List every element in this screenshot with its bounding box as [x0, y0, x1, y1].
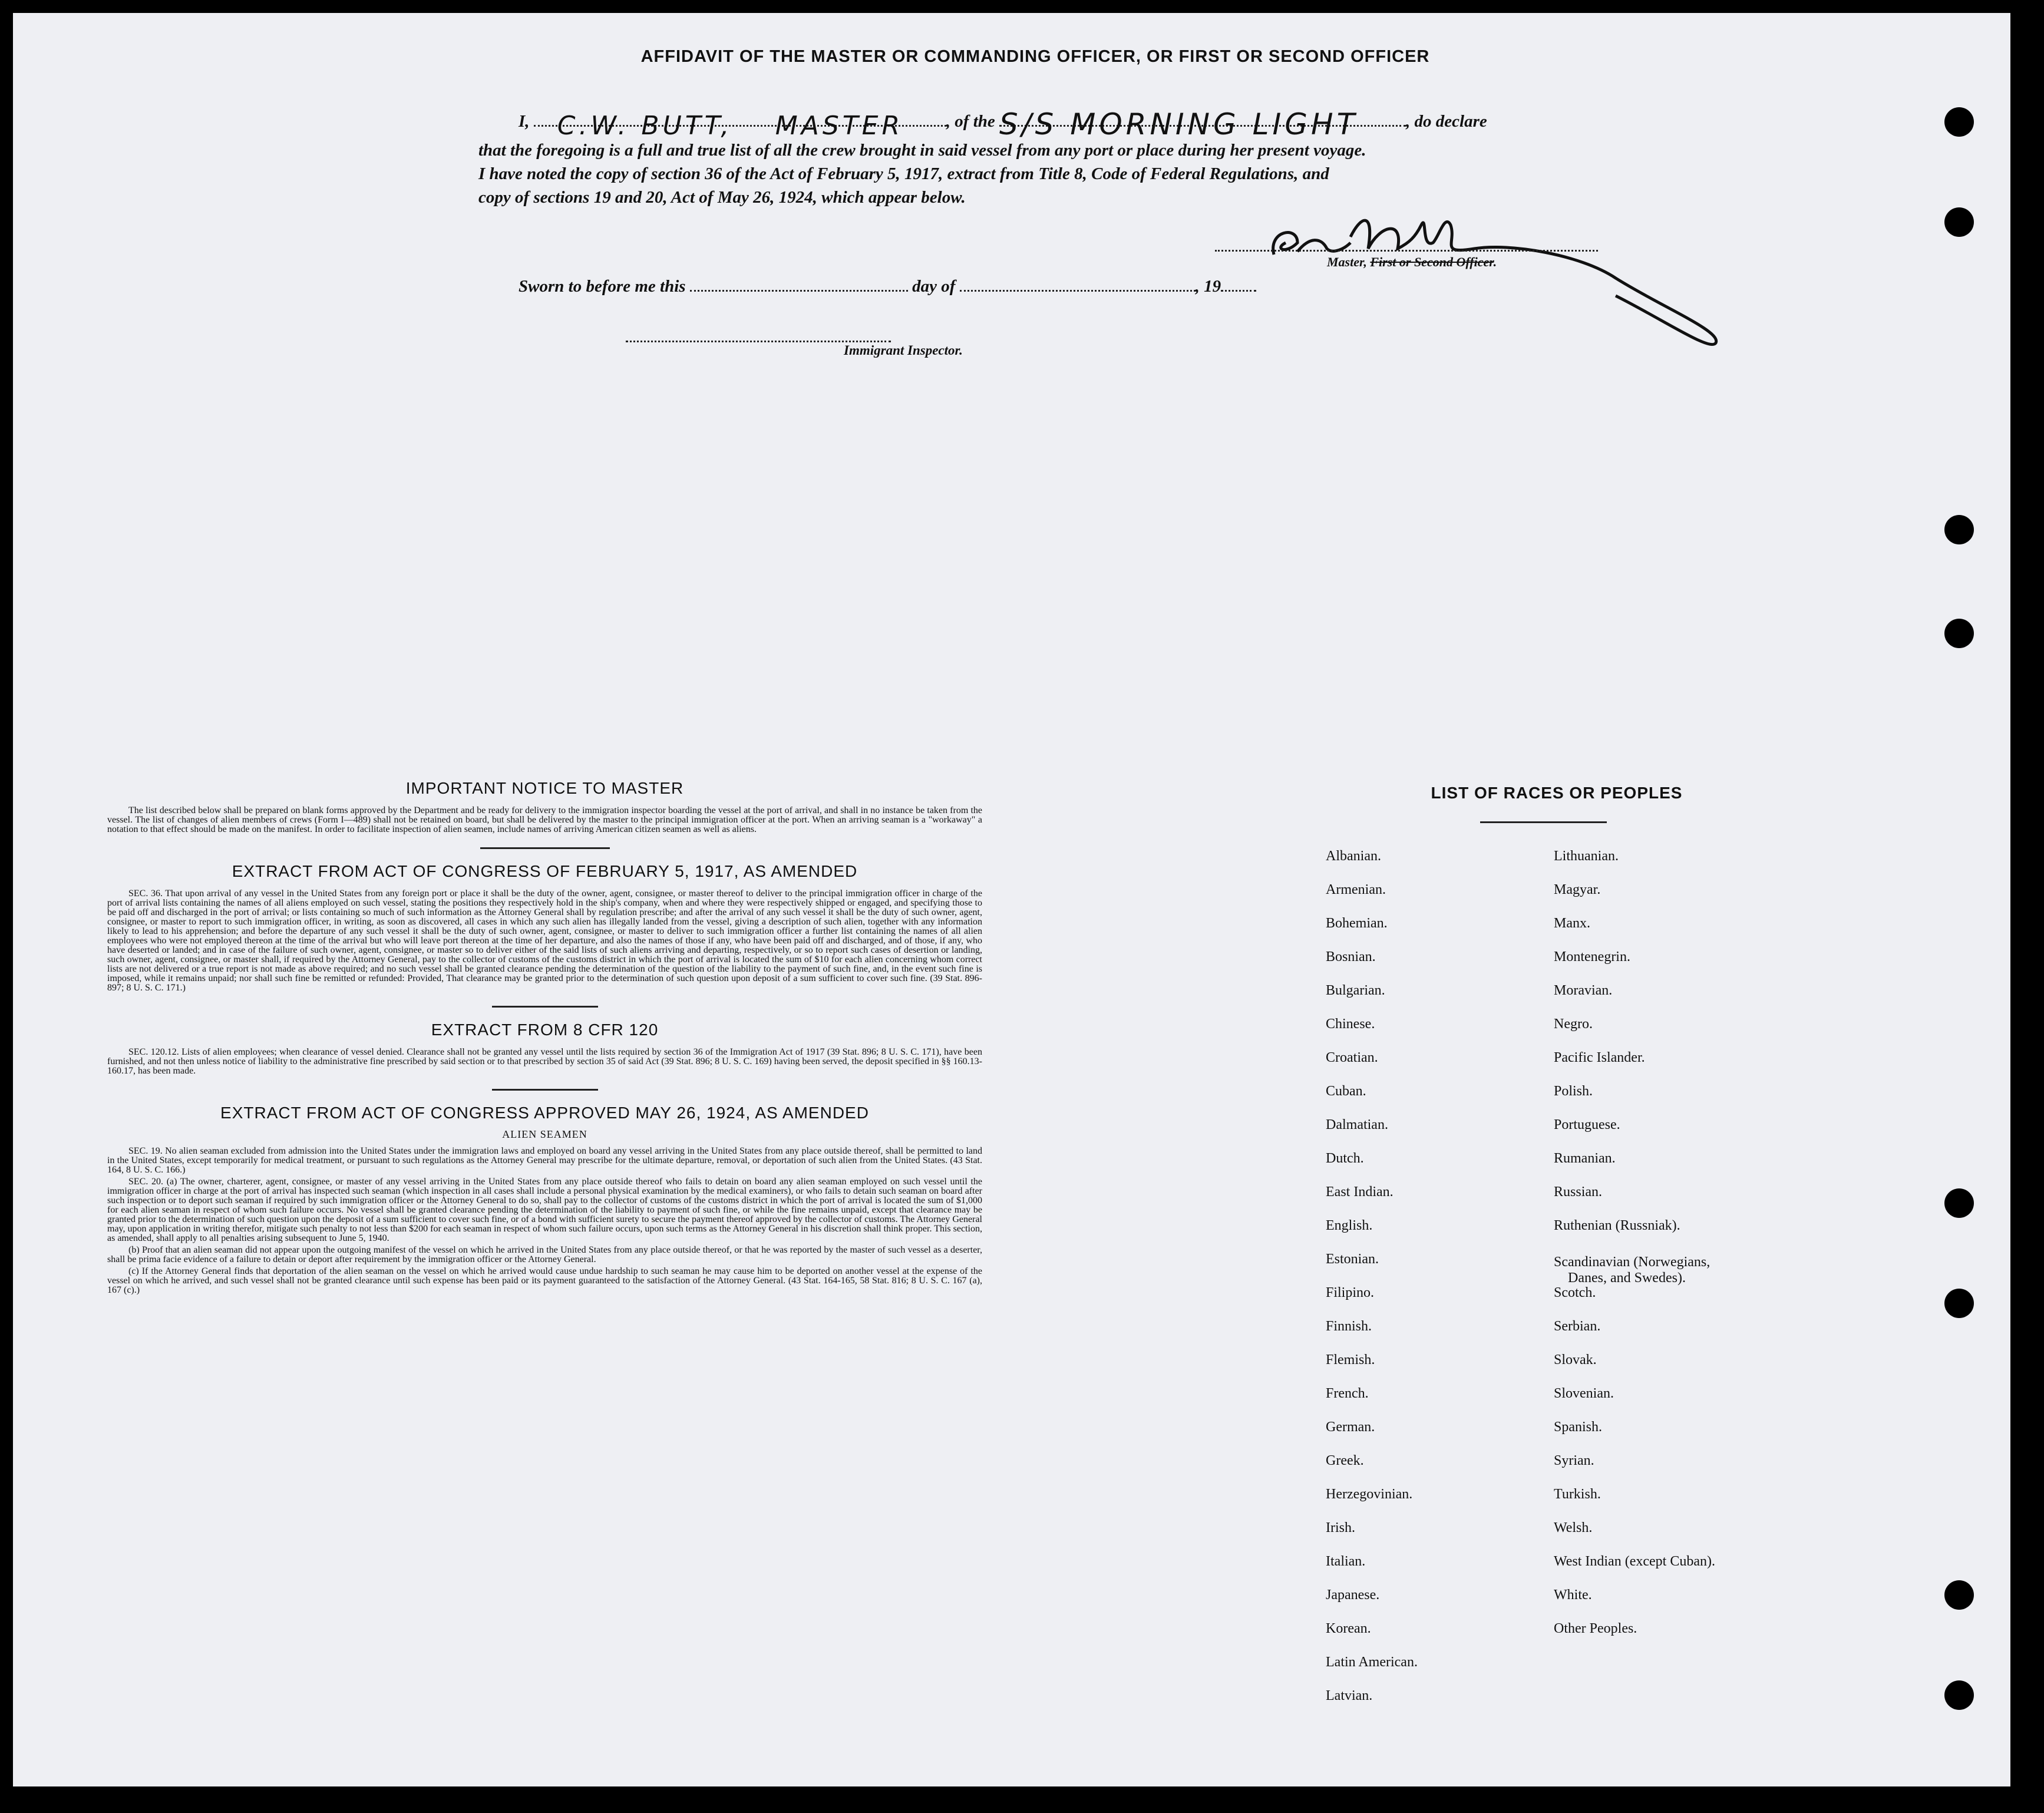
binder-hole: [1944, 515, 1974, 544]
affidavit-line-2: that the foregoing is a full and true list of all the crew brought in said vessel from any port or place during her present voyage.: [478, 141, 1366, 160]
i-label: I,: [519, 112, 530, 131]
inspector-label: Immigrant Inspector.: [844, 343, 963, 358]
extract-cfr-body: SEC. 120.12. Lists of alien employees; when clearance of vessel denied. Clearance shall not be granted any vessel until the lists required by section 36 of the Immigration Act of 1917 (39 Stat. 896; 8 U. S. C. 171), have been furnished, and not then unless notice of liability to the administrative fine prescribed by said section or to that prescribed by section 35 of said Act (39 Stat. 896; 8 U. S. C. 169) having been served, the deposit specified in §§ 160.13-160.17, has been made.: [107, 1047, 982, 1076]
binder-hole: [1944, 107, 1974, 137]
race-item: Ruthenian (Russniak).: [1554, 1218, 1680, 1233]
race-item: Montenegrin.: [1554, 949, 1630, 965]
race-item: Welsh.: [1554, 1520, 1593, 1535]
race-item: French.: [1326, 1386, 1369, 1401]
sworn-line: [519, 277, 1256, 296]
race-item: Estonian.: [1326, 1251, 1379, 1267]
binder-hole: [1944, 619, 1974, 648]
race-item: Danes, and Swedes).: [1568, 1270, 1686, 1286]
race-item: Syrian.: [1554, 1453, 1594, 1468]
sec-20-b: (b) Proof that an alien seaman did not appear upon the outgoing manifest of the vessel on which he arrived in the United States from any place outside thereof, or that he was reported by the master of such vessel as a deserter, shall be prima facie evidence of a failure to detain or deport after requirement by the immigration officer or the Attorney General.: [107, 1245, 982, 1264]
sworn-label: Sworn to before me this: [519, 277, 686, 296]
race-item: Finnish.: [1326, 1319, 1372, 1334]
master-signature: [1262, 190, 1745, 366]
race-item: Turkish.: [1554, 1487, 1601, 1502]
sec-20-c: (c) If the Attorney General finds that deportation of the alien seaman on the vessel on which he arrived would cause undue hardship to such seaman he may cause him to be deported on another vessel at the expense of the vessel on which he arrived, and such vessel shall not be granted clearance until such expense has been paid or its payment guaranteed to the satisfaction of the Attorney General. (43 Stat. 164-165, 58 Stat. 816; 8 U. S. C. 167 (a), 167 (c).): [107, 1266, 982, 1295]
race-item: Latin American.: [1326, 1655, 1418, 1670]
document-page: [13, 13, 2010, 1786]
race-item: Croatian.: [1326, 1050, 1378, 1065]
divider: [492, 1089, 598, 1091]
race-item: Manx.: [1554, 916, 1590, 931]
binder-hole: [1944, 207, 1974, 237]
race-item: Herzegovinian.: [1326, 1487, 1413, 1502]
races-title: LIST OF RACES OR PEOPLES: [1431, 784, 1683, 802]
race-item: Greek.: [1326, 1453, 1364, 1468]
signature-caption: Master, First or Second Officer.: [1327, 255, 1497, 269]
extract-1924-title: EXTRACT FROM ACT OF CONGRESS APPROVED MAY 26, 1924, AS AMENDED: [220, 1104, 869, 1122]
race-item: Negro.: [1554, 1016, 1593, 1032]
race-item: English.: [1326, 1218, 1373, 1233]
race-item: Cuban.: [1326, 1084, 1366, 1099]
race-item: Lithuanian.: [1554, 848, 1619, 864]
race-item: Bohemian.: [1326, 916, 1388, 931]
race-item: Korean.: [1326, 1621, 1371, 1636]
extract-1924-body: [107, 1147, 982, 1295]
race-item: Armenian.: [1326, 882, 1386, 897]
race-item: East Indian.: [1326, 1184, 1394, 1200]
notice-title: IMPORTANT NOTICE TO MASTER: [405, 779, 684, 797]
of-the-label: , of the: [946, 112, 995, 131]
race-item: Moravian.: [1554, 983, 1613, 998]
master-name-handwritten: C.W. BUTT,: [557, 111, 733, 141]
extract-1917-title: EXTRACT FROM ACT OF CONGRESS OF FEBRUARY 5, 1917, AS AMENDED: [232, 862, 858, 880]
binder-hole: [1944, 1188, 1974, 1218]
race-item: Spanish.: [1554, 1419, 1603, 1435]
race-item: Italian.: [1326, 1554, 1366, 1569]
affidavit-title: AFFIDAVIT OF THE MASTER OR COMMANDING OFFICER, OR FIRST OR SECOND OFFICER: [640, 47, 1430, 66]
race-item: Polish.: [1554, 1084, 1593, 1099]
race-item: Serbian.: [1554, 1319, 1601, 1334]
divider: [480, 847, 610, 849]
struck-officer-label: First or Second Officer: [1370, 255, 1494, 269]
race-item: Bulgarian.: [1326, 983, 1385, 998]
vessel-name-handwritten: S/S MORNING LIGHT: [999, 107, 1359, 141]
legal-column: [107, 779, 982, 1297]
race-item: Slovenian.: [1554, 1386, 1614, 1401]
binder-hole: [1944, 1580, 1974, 1610]
race-item: Filipino.: [1326, 1285, 1375, 1300]
notice-body: The list described below shall be prepared on blank forms approved by the Department and be ready for delivery to the immigration inspector boarding the vessel at the port of arrival, and shall in no instance be taken from the vessel. The list of changes of alien members of crews (Form I—489) shall not be retained on board, but shall be delivered by the master to the principal immigration officer at the port. When an arriving seaman is a "workaway" a notation to that effect should be made on the manifest. In order to facilitate inspection of alien seamen, include names of arriving American citizen seamen as well as aliens.: [107, 805, 982, 834]
year-label: , 19: [1195, 277, 1221, 296]
race-item: Pacific Islander.: [1554, 1050, 1645, 1065]
race-item: Scotch.: [1554, 1285, 1596, 1300]
race-item: Dutch.: [1326, 1151, 1364, 1166]
race-item: Magyar.: [1554, 882, 1601, 897]
affidavit-line-4: copy of sections 19 and 20, Act of May 26, 1924, which appear below.: [478, 188, 966, 207]
binder-hole: [1944, 1289, 1974, 1318]
race-item: Chinese.: [1326, 1016, 1375, 1032]
sec-19: SEC. 19. No alien seaman excluded from admission into the United States under the immigration laws and employed on board any vessel arriving in the United States from any place outside thereof, shall be permitted to land in the United States, except temporarily for medical treatment, or pursuant to such regulations as the Attorney General may prescribe for the ultimate departure, removal, or deportation of such alien from the United States. (43 Stat. 164, 8 U. S. C. 166.): [107, 1146, 982, 1175]
race-item: Latvian.: [1326, 1688, 1373, 1703]
signature-line: [1215, 250, 1598, 252]
race-item: German.: [1326, 1419, 1375, 1435]
races-rule: [1480, 821, 1607, 823]
race-item: Portuguese.: [1554, 1117, 1620, 1132]
race-item: Bosnian.: [1326, 949, 1376, 965]
affidavit-line-1: [519, 107, 1487, 141]
extract-1917-body: SEC. 36. That upon arrival of any vessel in the United States from any foreign port or place it shall be the duty of the owner, agent, consignee, or master thereof to deliver to the principal immigration officer in charge of the port of arrival lists containing the names of all aliens employed on such vessel, stating the positions they respectively hold in the ship's company, when and where they were respectively shipped or engaged, and specifying those to be paid off and discharged in the port of arrival; or lists containing so much of such information as the Attorney General shall by regulation prescribe; and after the arrival of any such vessel it shall be the duty of such owner, agent, consignee, or master to report to such immigration officer, in writing, as soon as discovered, all cases in which any such alien has illegally landed from the vessel, giving a description of such alien, together with any information likely to lead to his apprehension; and before the departure of any such vessel it shall be the duty of such owner, agent, consignee, or master to deliver to such immigration officer a further list containing the names of all alien employees who were not employed thereon at the time of the arrival but who will leave port thereon at the time of her departure, and also the names of those if any, who have been paid off and discharged, and of those, if any, who have deserted or landed; and in case of the failure of such owner, agent, consignee, or master so to deliver either of the said lists of such aliens arriving and departing, respectively, or so to report such cases of desertion or landing, such owner, agent, consignee, or master shall, if required by the Attorney General, pay to the collector of customs of the customs district in which the port of arrival is located the sum of $10 for each alien concerning whom correct lists are not delivered or a true report is not made as above required; and no such vessel shall be granted clearance pending the determination of the question of the liability to the payment of such fine, and, in the event such fine is imposed, while it remains unpaid; nor shall such fine be remitted or refunded: Provided, That clearance may be granted prior to the determination of such question upon deposit of a sum sufficient to cover such fine. (39 Stat. 896-897; 8 U. S. C. 171.): [107, 889, 982, 993]
race-item: Rumanian.: [1554, 1151, 1616, 1166]
divider: [492, 1006, 598, 1008]
inspector-line: [626, 341, 891, 342]
binder-hole: [1944, 1680, 1974, 1710]
race-item: Albanian.: [1326, 848, 1381, 864]
race-item: Irish.: [1326, 1520, 1355, 1535]
race-item: Japanese.: [1326, 1587, 1380, 1603]
race-item: Other Peoples.: [1554, 1621, 1637, 1636]
master-rank-handwritten: MASTER: [775, 111, 904, 141]
extract-cfr-title: EXTRACT FROM 8 CFR 120: [431, 1021, 659, 1039]
race-item: Dalmatian.: [1326, 1117, 1388, 1132]
race-item: Russian.: [1554, 1184, 1603, 1200]
extract-1924-subtitle: ALIEN SEAMEN: [502, 1128, 587, 1140]
declare-label: , do declare: [1406, 112, 1487, 131]
race-item: White.: [1554, 1587, 1592, 1603]
sec-20-a: SEC. 20. (a) The owner, charterer, agent, consignee, or master of any vessel arriving in the United States from any place outside thereof who fails to detain on board any alien seaman employed on such vessel until the immigration officer in charge at the port of arrival has inspected such seaman (which inspection in all cases shall include a personal physical examination by the medical examiners), or who fails to detain such seaman on board after such inspection or to deport such seaman if required by such immigration officer or the Attorney General to do so, shall pay to the collector of customs of the customs district in which the port of arrival is located the sum of $1,000 for each alien seaman in respect of whom such failure occurs. No vessel shall be granted clearance pending the determination of the liability to payment of such fine, or while the fine remains unpaid, except that clearance may be granted prior to the determination of such question upon the deposit of a sum sufficient to cover such fine, or of a bond with sufficient surety to secure the payment thereof approved by the collector of customs. The Attorney General may, upon application in writing therefor, mitigate such penalty to not less than $200 for each seaman in respect of whom such failure occurs, upon such terms as the Attorney General in his discretion shall think proper. This section, as amended, shall apply to all penalties arising subsequent to June 5, 1940.: [107, 1177, 982, 1243]
race-item: West Indian (except Cuban).: [1554, 1554, 1715, 1569]
race-item: Scandinavian (Norwegians,: [1554, 1254, 1711, 1270]
affidavit-line-3: I have noted the copy of section 36 of the Act of February 5, 1917, extract from Title 8, Code of Federal Regulations, and: [478, 164, 1329, 183]
day-of-label: day of: [912, 277, 956, 296]
race-item: Slovak.: [1554, 1352, 1597, 1368]
race-item: Flemish.: [1326, 1352, 1375, 1368]
master-label: Master,: [1327, 255, 1367, 269]
